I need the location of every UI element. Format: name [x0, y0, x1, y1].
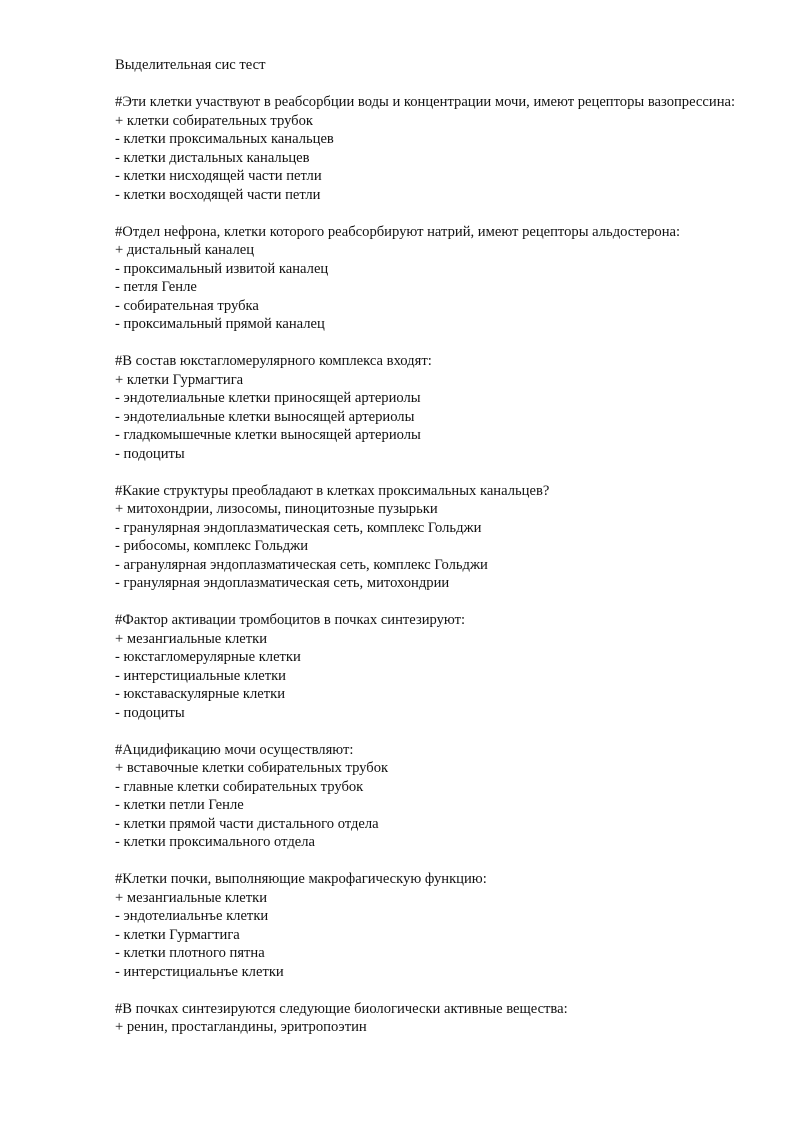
- answer-option: - эндотелиальные клетки приносящей артериолы: [115, 390, 421, 406]
- answer-option: - юкставаскулярные клетки: [115, 686, 286, 702]
- answer-option: - агранулярная эндоплазматическая сеть, комплекс Гольджи: [115, 556, 488, 573]
- answer-option: - собирательная трубка: [115, 297, 259, 314]
- answer-option: - гладкомышечные клетки выносящей артериолы: [115, 427, 421, 443]
- answer-option: - юкстагломерулярные клетки: [115, 649, 301, 665]
- question-text: #Какие структуры преобладают в клетках проксимальных канальцев?: [115, 482, 550, 499]
- answer-option: - клетки дистальных канальцев: [115, 149, 310, 166]
- question-block: [115, 223, 755, 334]
- question-block: [115, 352, 755, 463]
- question-text: #В состав юкстагломерулярного комплекса входят:: [115, 353, 432, 369]
- document-page: [115, 56, 755, 1055]
- answer-option: - петля Генле: [115, 279, 197, 295]
- question-text: #Клетки почки, выполняющие макрофагическую функцию:: [115, 871, 487, 887]
- answer-option: - клетки проксимальных канальцев: [115, 131, 334, 147]
- answer-option: - интерстициальнъе клетки: [115, 963, 284, 980]
- answer-option: - рибосомы, комплекс Гольджи: [115, 538, 309, 554]
- answer-option: - главные клетки собирательных трубок: [115, 778, 364, 795]
- answer-option: - подоциты: [115, 445, 185, 462]
- answer-option: - клетки Гурмагтига: [115, 926, 240, 943]
- question-text: #Эти клетки участвуют в реабсорбции воды и концентрации мочи, имеют рецепторы вазопрессина:: [115, 94, 736, 110]
- question-block: [115, 482, 755, 593]
- answer-option: - подоциты: [115, 704, 185, 721]
- question-block: [115, 870, 755, 981]
- answer-option: - клетки проксимального отдела: [115, 834, 316, 850]
- answer-option-correct: + митохондрии, лизосомы, пиноцитозные пузырьки: [115, 501, 438, 517]
- document-title: Выделительная сис тест: [115, 57, 266, 73]
- answer-option: - клетки нисходящей части петли: [115, 168, 322, 184]
- answer-option: - проксимальный прямой каналец: [115, 316, 325, 332]
- answer-option: - клетки петли Генле: [115, 797, 244, 813]
- question-text: #Фактор активации тромбоцитов в почках синтезируют:: [115, 612, 466, 628]
- question-text: #Отдел нефрона, клетки которого реабсорбируют натрий, имеют рецепторы альдостерона:: [115, 223, 681, 240]
- answer-option: - клетки прямой части дистального отдела: [115, 815, 379, 832]
- answer-option-correct: + клетки Гурмагтига: [115, 371, 244, 388]
- question-text: #В почках синтезируются следующие биологически активные вещества:: [115, 1000, 568, 1017]
- answer-option: - эндотелиальнъе клетки: [115, 908, 269, 924]
- answer-option: - гранулярная эндоплазматическая сеть, митохондрии: [115, 575, 450, 591]
- answer-option-correct: + вставочные клетки собирательных трубок: [115, 760, 389, 776]
- answer-option-correct: + мезангиальные клетки: [115, 889, 268, 906]
- answer-option-correct: + клетки собирательных трубок: [115, 112, 313, 129]
- answer-option: - клетки восходящей части петли: [115, 186, 321, 203]
- question-block: [115, 93, 755, 204]
- question-block: [115, 1000, 755, 1037]
- answer-option-correct: + ренин, простагландины, эритропоэтин: [115, 1019, 367, 1035]
- answer-option: - интерстициальные клетки: [115, 667, 286, 684]
- question-block: [115, 611, 755, 722]
- answer-option: - гранулярная эндоплазматическая сеть, комплекс Гольджи: [115, 519, 482, 536]
- answer-option: - клетки плотного пятна: [115, 945, 265, 961]
- question-text: #Ацидификацию мочи осуществляют:: [115, 741, 354, 758]
- answer-option: - проксимальный извитой каналец: [115, 260, 329, 277]
- question-block: [115, 741, 755, 852]
- answer-option-correct: + дистальный каналец: [115, 242, 255, 258]
- answer-option: - эндотелиальные клетки выносящей артериолы: [115, 408, 415, 425]
- answer-option-correct: + мезангиальные клетки: [115, 630, 268, 647]
